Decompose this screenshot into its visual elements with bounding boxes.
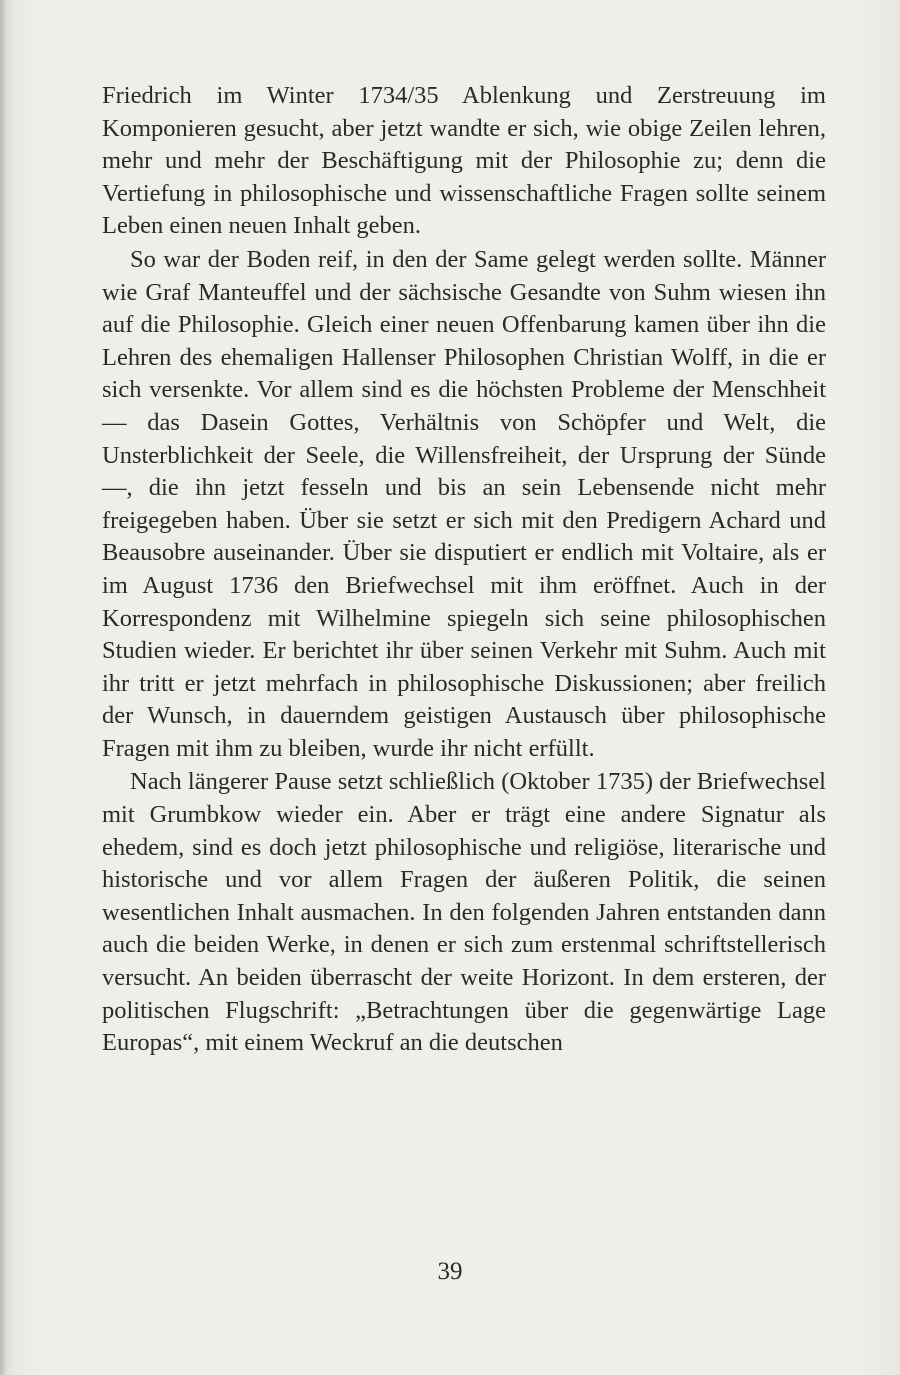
binding-gutter (0, 0, 6, 1375)
page-number: 39 (437, 1258, 463, 1285)
paragraph-continuation: Friedrich im Winter 1734/35 Ablenkung und Zerstreuung im Komponieren gesucht, aber jetzt wandte er sich, wie obige Zeilen lehren, mehr und mehr der Beschäftigung mit der Philosophie zu; denn die Vertiefung in philosophische und wissenschaftliche Fragen sollte seinem Leben einen neuen Inhalt geben. (102, 82, 826, 240)
paragraph-philosophy: So war der Boden reif, in den der Same gelegt werden sollte. Männer wie Graf Manteuffel und der sächsische Gesandte von Suhm wiesen ihn auf die Philosophie. Gleich einer neuen Offenbarung kamen über ihn die Lehren des ehemaligen Hallenser Philosophen Christian Wolff, in die er sich versenkte. Vor allem sind es die höchsten Probleme der Menschheit — das Dasein Gottes, Verhältnis von Schöpfer und Welt, die Unsterblichkeit der Seele, die Willensfreiheit, der Ursprung der Sünde —, die ihn jetzt fesseln und bis an sein Lebensende nicht mehr freigegeben haben. Über sie setzt er sich mit den Predigern Achard und Beausobre auseinander. Über sie disputiert er endlich mit Voltaire, als er im August 1736 den Briefwechsel mit ihm eröffnet. Auch in der Korrespondenz mit Wilhelmine spiegeln sich seine philosophischen Studien wieder. Er berichtet ihr über seinen Verkehr mit Suhm. Auch mit ihr tritt er jetzt mehrfach in philosophische Diskussionen; aber freilich der Wunsch, in dauerndem geistigen Austausch über philosophische Fragen mit ihm zu bleiben, wurde ihr nicht erfüllt. (102, 245, 826, 762)
body-text (102, 80, 826, 1060)
paragraph-grumbkow: Nach längerer Pause setzt schließlich (Oktober 1735) der Briefwechsel mit Grumbkow wieder ein. Aber er trägt eine andere Signatur als ehedem, sind es doch jetzt philosophische und religiöse, literarische und historische und vor allem Fragen der äußeren Politik, die seinen wesentlichen Inhalt ausmachen. In den folgenden Jahren entstanden dann auch die beiden Werke, in denen er sich zum erstenmal schriftstellerisch versucht. An beiden überrascht der weite Horizont. In dem ersteren, der politischen Flugschrift: „Betrachtungen über die gegenwärtige Lage Europas“, mit einem Weckruf an die deutschen (102, 768, 826, 1057)
